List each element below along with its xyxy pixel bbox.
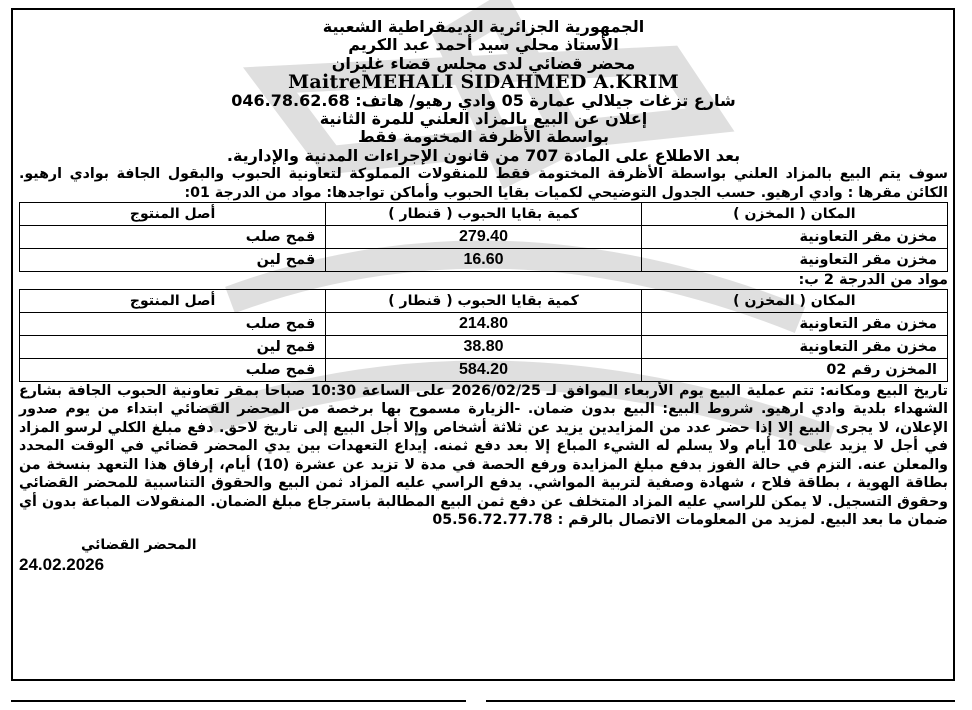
- cell-product: قمح صلب: [20, 226, 326, 249]
- notice-header: [19, 10, 948, 165]
- cell-location: مخزن مقر التعاونية: [641, 226, 947, 249]
- intro-paragraph: سوف يتم البيع بالمزاد العلني بواسطة الأظرفة المختومة فقط للمنقولات المملوكة لتعاونية الحبوب والبقول الجافة بوادي ارهيو. الكائن مقرها : وادي ارهيو. حسب الجدول التوضيحي لكميات بقايا الحبوب وأماكن تواجدها: مواد من الدرجة 01:: [19, 166, 948, 201]
- legal-notice: [11, 8, 955, 681]
- cell-product: قمح صلب: [20, 313, 326, 336]
- signature-date-text: 24.02.2026: [19, 555, 105, 575]
- grade1-table: [19, 202, 948, 272]
- table-row: [20, 313, 948, 336]
- cell-location: المخزن رقم 02: [641, 359, 947, 382]
- cell-location: مخزن مقر التعاونية: [641, 313, 947, 336]
- table-row: [20, 249, 948, 272]
- table-row: [20, 359, 948, 382]
- signature-date: [19, 555, 948, 575]
- announcement-title: إعلان عن البيع بالمزاد العلني للمرة الثانية: [319, 109, 648, 129]
- cell-product: قمح لين: [20, 336, 326, 359]
- col-quantity: كمية بقايا الحبوب ( قنطار ): [326, 203, 642, 226]
- sale-method: بواسطة الأظرفة المختومة فقط: [358, 127, 609, 147]
- bottom-rule-right: [486, 700, 955, 702]
- grade2-table: [19, 289, 948, 382]
- table-header-row: [20, 290, 948, 313]
- cell-quantity: 279.40: [326, 226, 642, 249]
- cell-location: مخزن مقر التعاونية: [641, 336, 947, 359]
- office-address: شارع تزغات جيلالي عمارة 05 وادي رهيو/ هاتف: 046.78.62.68: [231, 90, 736, 110]
- bailiff-name-ar: الأستاذ محلي سيد أحمد عبد الكريم: [348, 35, 619, 55]
- bailiff-title: محضر قضائي لدى مجلس قضاء غليزان: [331, 53, 636, 73]
- col-location: المكان ( المخزن ): [641, 203, 947, 226]
- bottom-rule-left: [11, 700, 466, 702]
- col-product: أصل المنتوج: [20, 203, 326, 226]
- cell-quantity: 38.80: [326, 336, 642, 359]
- signature-title: المحضر القضائي: [81, 537, 197, 554]
- cell-quantity: 584.20: [326, 359, 642, 382]
- legal-basis: بعد الاطلاع على المادة 707 من قانون الإجراءات المدنية والإدارية.: [226, 145, 741, 165]
- republic-line: الجمهورية الجزائرية الديمقراطية الشعبية: [322, 17, 645, 36]
- bailiff-name-fr: MaitreMEHALI SIDAHMED A.KRIM: [288, 71, 679, 94]
- table-header-row: [20, 203, 948, 226]
- table-row: [20, 226, 948, 249]
- cell-quantity: 16.60: [326, 249, 642, 272]
- cell-product: قمح صلب: [20, 359, 326, 382]
- col-location: المكان ( المخزن ): [641, 290, 947, 313]
- cell-quantity: 214.80: [326, 313, 642, 336]
- sale-conditions: تاريخ البيع ومكانه: تتم عملية البيع يوم الأربعاء الموافق لـ 2026/02/25 على الساعة 10:30 صباحا بمقر تعاونية الحبوب الجافة بشارع الشهداء بلدية وادي ارهيو. شروط البيع: البيع بدون ضمان. -الزيارة مسموح بها برخصة من المحضر القضائي ابتداء من يوم صدور الإعلان، لا يجرى البيع إلا إذا حضر عدد من المزايدين يزيد عن ثلاثة أشخاص وإلا أجل البيع إلى تاريخ لاحق. دفع مبلغ الكلي لرسو المزاد في أجل لا يزيد على 10 أيام ولا يسلم له الشيء المباع إلا بعد دفع ثمنه. إيداع التعهدات بين يدي المحضر قضائي في الوقت المحدد والمعلن عنه. التزم في حالة الفوز بدفع مبلغ المزايدة ورفع الحصة في مدة لا تزيد عن عشرة (10) أيام، إرفاق هذا التعهد بنسخة من بطاقة الهوية ، بطاقة فلاح ، شهادة وصفية لتربية المواشي. يدفع الراسي عليه المزاد ثمن البيع والحقوق التناسبية للمحضر القضائي وحقوق التسجيل. لا يمكن للراسي عليه المزاد المتخلف عن دفع ثمن البيع المطالبة باسترجاع مبلغ الضمان. المنقولات المباعة بدون أي ضمان ما بعد البيع. لمزيد من المعلومات الاتصال بالرقم : 05.56.72.77.78: [19, 383, 949, 528]
- table-row: [20, 336, 948, 359]
- col-product: أصل المنتوج: [20, 290, 326, 313]
- col-quantity: كمية بقايا الحبوب ( قنطار ): [326, 290, 642, 313]
- cell-location: مخزن مقر التعاونية: [641, 249, 947, 272]
- grade2-label: مواد من الدرجة 2 ب:: [798, 272, 948, 289]
- cell-product: قمح لين: [20, 249, 326, 272]
